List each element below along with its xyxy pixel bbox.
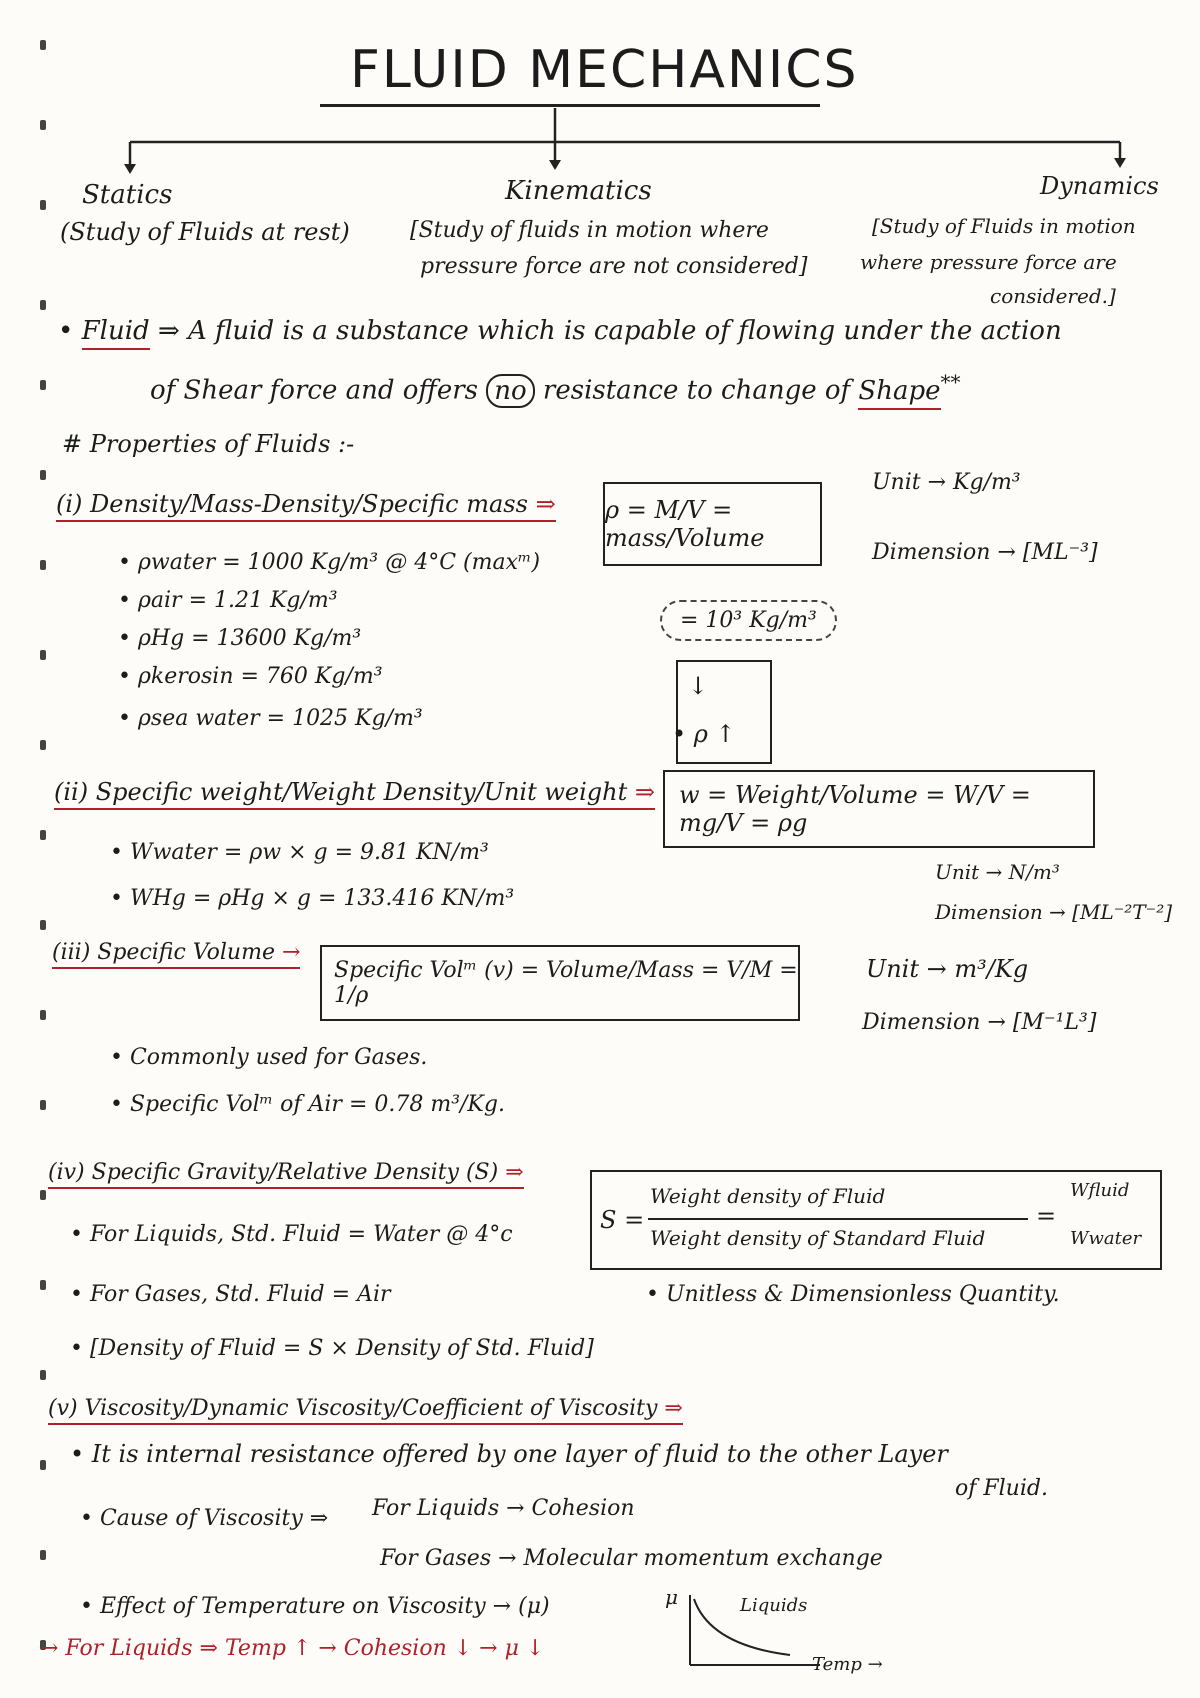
density-item-3: • ρHg = 13600 Kg/m³ bbox=[118, 626, 362, 651]
specific-volume-item-1: • Commonly used for Gases. bbox=[110, 1045, 428, 1070]
sg-fraction-line bbox=[648, 1218, 1028, 1220]
branch-dynamics-desc1: [Study of Fluids in motion bbox=[872, 214, 1136, 238]
specific-weight-dimension: Dimension → [ML⁻²T⁻²] bbox=[935, 900, 1173, 924]
specific-volume-item-2: • Specific Volᵐ of Air = 0.78 m³/Kg. bbox=[110, 1092, 505, 1117]
specific-volume-heading-text: (iii) Specific Volume bbox=[52, 940, 275, 965]
sg-item-3: • [Density of Fluid = S × Density of Std. Fluid] bbox=[70, 1336, 594, 1361]
viscosity-liquids-line: → For Liquids ⇒ Temp ↑ → Cohesion ↓ → μ ↓ bbox=[40, 1636, 545, 1661]
specific-gravity-heading-text: (iv) Specific Gravity/Relative Density (S) bbox=[48, 1160, 499, 1185]
density-heading-text: (i) Density/Mass-Density/Specific mass bbox=[56, 490, 528, 518]
density-item-5: • ρsea water = 1025 Kg/m³ bbox=[118, 706, 423, 731]
sg-ratio-bottom: Wwater bbox=[1070, 1228, 1142, 1249]
fluid-def-text2b: resistance to change of bbox=[542, 375, 851, 406]
graph-liquids-label: Liquids bbox=[740, 1595, 808, 1616]
fluid-term: Fluid bbox=[82, 316, 150, 350]
branch-kinematics-desc1: [Study of fluids in motion where bbox=[410, 218, 769, 243]
no-circled: no bbox=[486, 374, 534, 408]
specific-volume-unit: Unit → m³/Kg bbox=[866, 955, 1029, 983]
specific-volume-heading: (iii) Specific Volume → bbox=[52, 940, 300, 969]
density-unit: Unit → Kg/m³ bbox=[872, 470, 1021, 495]
specific-volume-formula-box bbox=[320, 945, 800, 1021]
density-dimension: Dimension → [ML⁻³] bbox=[872, 540, 1098, 565]
viscosity-effect: • Effect of Temperature on Viscosity → (μ) bbox=[80, 1594, 550, 1619]
specific-weight-heading-text: (ii) Specific weight/Weight Density/Unit weight bbox=[54, 778, 628, 806]
density-arrow-down: ↓ bbox=[688, 672, 709, 700]
density-heading: (i) Density/Mass-Density/Specific mass ⇒ bbox=[56, 490, 556, 522]
graph-mu: μ bbox=[665, 1585, 678, 1609]
specific-weight-formula-box bbox=[663, 770, 1095, 848]
branch-statics: Statics bbox=[82, 180, 173, 210]
viscosity-heading: (v) Viscosity/Dynamic Viscosity/Coefficient of Viscosity ⇒ bbox=[48, 1396, 683, 1425]
s-equals: S = bbox=[600, 1206, 645, 1234]
properties-heading: # Properties of Fluids :- bbox=[62, 430, 355, 458]
viscosity-def2: of Fluid. bbox=[955, 1476, 1048, 1501]
branch-statics-desc: (Study of Fluids at rest) bbox=[60, 218, 350, 246]
viscosity-def1: • It is internal resistance offered by one layer of fluid to the other Layer bbox=[70, 1440, 948, 1468]
sg-formula-top: Weight density of Fluid bbox=[650, 1184, 886, 1208]
sg-item-1: • For Liquids, Std. Fluid = Water @ 4°c bbox=[70, 1222, 513, 1247]
branch-dynamics-desc3: considered.] bbox=[990, 284, 1116, 308]
density-rho-up: • ρ ↑ bbox=[672, 720, 736, 748]
fluid-def-text1: A fluid is a substance which is capable of flowing under the action bbox=[188, 316, 1062, 346]
branch-dynamics-desc2: where pressure force are bbox=[860, 250, 1117, 274]
branch-dynamics: Dynamics bbox=[1040, 172, 1159, 200]
density-formula: ρ = M/V = mass/Volume bbox=[605, 496, 765, 552]
branch-kinematics-desc2: pressure force are not considered] bbox=[420, 254, 808, 279]
density-item-4: • ρkerosin = 760 Kg/m³ bbox=[118, 664, 383, 689]
sg-unitless: • Unitless & Dimensionless Quantity. bbox=[646, 1282, 1060, 1307]
specific-weight-heading: (ii) Specific weight/Weight Density/Unit weight ⇒ bbox=[54, 778, 655, 810]
sg-ratio-top: Wfluid bbox=[1070, 1180, 1130, 1201]
viscosity-cause-gases: For Gases → Molecular momentum exchange bbox=[380, 1546, 883, 1571]
viscosity-cause: • Cause of Viscosity ⇒ bbox=[80, 1506, 329, 1531]
sg-equals-2: = bbox=[1036, 1202, 1057, 1230]
fluid-definition-line2 bbox=[150, 370, 961, 406]
page-title: FLUID MECHANICS bbox=[350, 40, 859, 100]
specific-gravity-formula-box bbox=[590, 1170, 1162, 1270]
viscosity-cause-liquids: For Liquids → Cohesion bbox=[372, 1496, 635, 1521]
specific-gravity-heading: (iv) Specific Gravity/Relative Density (S) ⇒ bbox=[48, 1160, 524, 1189]
shape-word: Shape bbox=[858, 376, 940, 410]
specific-weight-unit: Unit → N/m³ bbox=[935, 860, 1060, 884]
density-cloud-note: = 10³ Kg/m³ bbox=[660, 600, 837, 641]
sg-formula-bottom: Weight density of Standard Fluid bbox=[650, 1226, 986, 1250]
density-formula-box bbox=[603, 482, 822, 566]
density-item-2: • ρair = 1.21 Kg/m³ bbox=[118, 588, 338, 613]
specific-volume-formula: Specific Volᵐ (v) = Volume/Mass = V/M = 1/ρ bbox=[334, 958, 798, 1008]
branch-tree bbox=[0, 0, 1200, 200]
specific-weight-formula: w = Weight/Volume = W/V = mg/V = ρg bbox=[679, 781, 1031, 837]
stars: ** bbox=[940, 370, 961, 394]
fluid-definition-line1: • Fluid ⇒ A fluid is a substance which is capable of flowing under the action bbox=[58, 316, 1062, 346]
specific-volume-dimension: Dimension → [M⁻¹L³] bbox=[862, 1010, 1097, 1035]
specific-weight-item-2: • WHg = ρHg × g = 133.416 KN/m³ bbox=[110, 886, 515, 911]
specific-weight-item-1: • Wwater = ρw × g = 9.81 KN/m³ bbox=[110, 840, 489, 865]
branch-kinematics: Kinematics bbox=[505, 176, 652, 206]
density-item-1: • ρwater = 1000 Kg/m³ @ 4°C (maxᵐ) bbox=[118, 550, 541, 575]
fluid-def-text2a: of Shear force and offers bbox=[150, 375, 478, 406]
graph-temp-label: Temp → bbox=[812, 1654, 883, 1675]
sg-item-2: • For Gases, Std. Fluid = Air bbox=[70, 1282, 391, 1307]
viscosity-heading-text: (v) Viscosity/Dynamic Viscosity/Coefficient of Viscosity bbox=[48, 1396, 658, 1421]
